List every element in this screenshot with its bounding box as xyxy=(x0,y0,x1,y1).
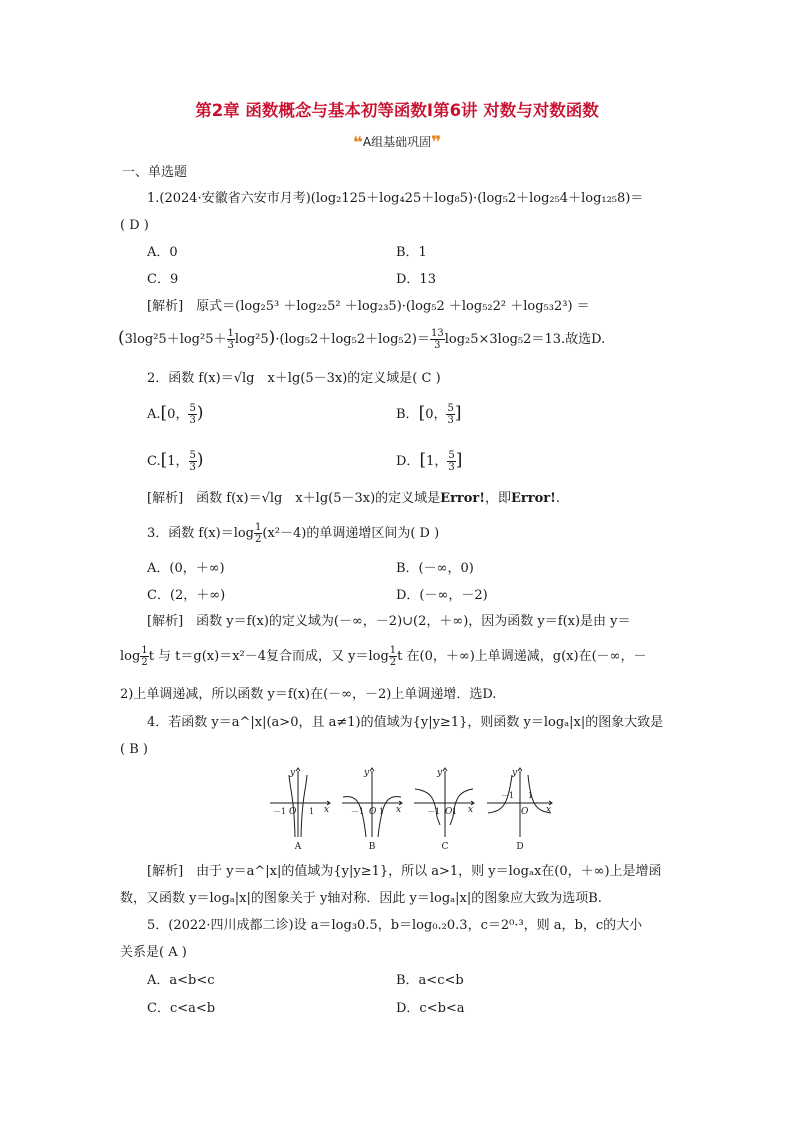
graph-a xyxy=(270,768,330,837)
q5-stem-line1: 5．(2022·四川成都二诊)设 a＝log₃0.5，b＝log₀.₂0.3，c＝2⁰·³，则 a，b，c的大小 xyxy=(147,918,643,933)
page-title: 第2章 函数概念与基本初等函数Ⅰ第6讲 对数与对数函数 xyxy=(195,101,599,120)
fraction: $\frac{13}{3}$ xyxy=(430,328,444,351)
graph-d-caption: D xyxy=(516,842,524,852)
q2-option-a: A.[0， $\frac{5}{3}$ ) xyxy=(147,403,204,426)
close-quote-icon: ❞ xyxy=(431,133,442,153)
graph-c-caption: C xyxy=(441,842,449,852)
graph-d-neg1: －1 xyxy=(501,791,515,800)
q1-solution-line1: [解析] 原式＝(log₂5³ ＋log₂₂5² ＋log₂₃5)·(log₅2 ＋log₅₂2² ＋log₅₃2³) ＝ xyxy=(147,299,590,314)
graph-a-origin: O xyxy=(289,807,297,817)
q4-solution-line1: [解析] 由于 y＝a^|x|的值域为{y|y≥1}，所以 a>1，则 y＝logₐx在(0，＋∞)上是增函 xyxy=(147,864,662,879)
q3-option-c: C．(2，＋∞) xyxy=(147,588,226,603)
q1-option-b: B．1 xyxy=(396,245,427,260)
q3-solution-line1: [解析] 函数 y＝f(x)的定义域为(－∞，－2)∪(2，＋∞)，因为函数 y＝f(x)是由 y＝ xyxy=(147,614,631,629)
q5-stem-line2: 关系是( A ) xyxy=(120,945,187,960)
q1-stem: 1.(2024·安徽省六安市月考)(log₂125＋log₄25＋log₈5)·(log₅2＋log₂₅4＋log₁₂₅8)＝ xyxy=(147,191,644,206)
fraction: $\frac{5}{3}$ xyxy=(189,450,196,473)
fraction: $\frac{5}{3}$ xyxy=(448,450,455,473)
graph-b-caption: B xyxy=(368,842,376,852)
q3-solution-line3: 2)上单调递减，所以函数 y＝f(x)在(－∞，－2)上单调递增．选D. xyxy=(120,687,497,702)
graph-b-one: 1 xyxy=(379,807,385,816)
q3-solution-line2: log $\frac{1}{2}$ t 与 t＝g(x)＝x²－4复合而成，又 y＝log $\frac{1}{2}$ t 在(0，＋∞)上单调递减，g(x)在(－∞，－ xyxy=(120,645,647,668)
q1-option-d: D．13 xyxy=(396,272,436,287)
error-text: Error! xyxy=(440,491,485,506)
fraction: $\frac{1}{2}$ xyxy=(255,522,262,545)
graph-b-x-label: x xyxy=(396,805,402,815)
q2-option-d: D．[1， $\frac{5}{3}$ ] xyxy=(396,450,463,473)
open-quote-icon: ❝ xyxy=(352,133,363,153)
q2-stem: 2．函数 f(x)＝√lg x＋lg(5－3x)的定义域是( C ) xyxy=(147,371,441,386)
graph-a-caption: A xyxy=(294,842,302,852)
q3-option-d: D．(－∞，－2) xyxy=(396,588,488,603)
q4-graph-options xyxy=(265,767,560,852)
graph-b-y-label: y xyxy=(364,768,370,778)
graph-c-one: 1 xyxy=(452,807,458,816)
q3-stem: 3．函数 f(x)＝log $\frac{1}{2}$ (x²－4)的单调递增区间为( D ) xyxy=(147,522,440,545)
fraction: $\frac{5}{3}$ xyxy=(189,403,196,426)
error-text: Error! xyxy=(511,491,556,506)
graph-b xyxy=(342,768,402,837)
graph-c-origin: O xyxy=(445,807,453,817)
fraction: $\frac{5}{3}$ xyxy=(447,403,454,426)
fraction: $\frac{1}{2}$ xyxy=(141,645,148,668)
fraction: $\frac{1}{2}$ xyxy=(389,645,397,668)
q2-option-b: B．[0， $\frac{5}{3}$ ] xyxy=(396,403,462,426)
section-heading: 一、单选题 xyxy=(122,165,188,180)
graph-d-origin: O xyxy=(521,807,529,817)
graph-d-x-label: x xyxy=(546,805,552,815)
q4-answer: ( B ) xyxy=(120,742,148,757)
graph-c-y-label: y xyxy=(437,768,443,778)
graph-d-one: 1 xyxy=(528,791,534,800)
q2-option-c: C.[1， $\frac{5}{3}$ ) xyxy=(147,450,204,473)
graph-b-neg1: －1 xyxy=(351,807,365,816)
q2-solution: [解析] 函数 f(x)＝√lg x＋lg(5－3x)的定义域是Error!，即Error!. xyxy=(147,491,560,506)
q1-option-c: C．9 xyxy=(147,272,179,287)
q3-option-a: A．(0，＋∞) xyxy=(147,561,225,576)
q5-option-d: D．c<b<a xyxy=(396,1001,465,1016)
q1-solution-line2: (3log²5＋log²5＋ $\frac{1}{3}$ log²5)·(log₅2＋log₅2＋log₅2)＝ $\frac{13}{3}$ log₂5×3log₅2＝13.故选D. xyxy=(118,328,606,351)
graph-a-one: 1 xyxy=(309,807,315,816)
q3-option-b: B．(－∞，0) xyxy=(396,561,474,576)
graph-d xyxy=(487,768,552,837)
graph-a-neg1: －1 xyxy=(273,807,287,816)
graph-c-neg1: －1 xyxy=(427,807,441,816)
q4-stem: 4．若函数 y＝a^|x|(a>0，且 a≠1)的值域为{y|y≥1}，则函数 y＝logₐ|x|的图象大致是 xyxy=(147,715,664,730)
q5-option-b: B．a<c<b xyxy=(396,973,464,988)
q4-solution-line2: 数，又函数 y＝logₐ|x|的图象关于 y轴对称．因此 y＝logₐ|x|的图象应大致为选项B. xyxy=(120,891,602,906)
group-label: A组基础巩固 xyxy=(362,135,432,149)
q1-answer: ( D ) xyxy=(120,218,149,233)
fraction: $\frac{1}{3}$ xyxy=(227,328,234,351)
graph-b-origin: O xyxy=(369,807,377,817)
section-group-label xyxy=(0,133,794,153)
q1-option-a: A．0 xyxy=(147,245,178,260)
graph-d-y-label: y xyxy=(512,768,518,778)
graph-c-x-label: x xyxy=(468,805,474,815)
q5-option-a: A．a<b<c xyxy=(147,973,215,988)
graph-a-y-label: y xyxy=(290,768,296,778)
q5-option-c: C．c<a<b xyxy=(147,1001,216,1016)
graph-a-x-label: x xyxy=(324,805,330,815)
graph-c xyxy=(414,768,474,837)
